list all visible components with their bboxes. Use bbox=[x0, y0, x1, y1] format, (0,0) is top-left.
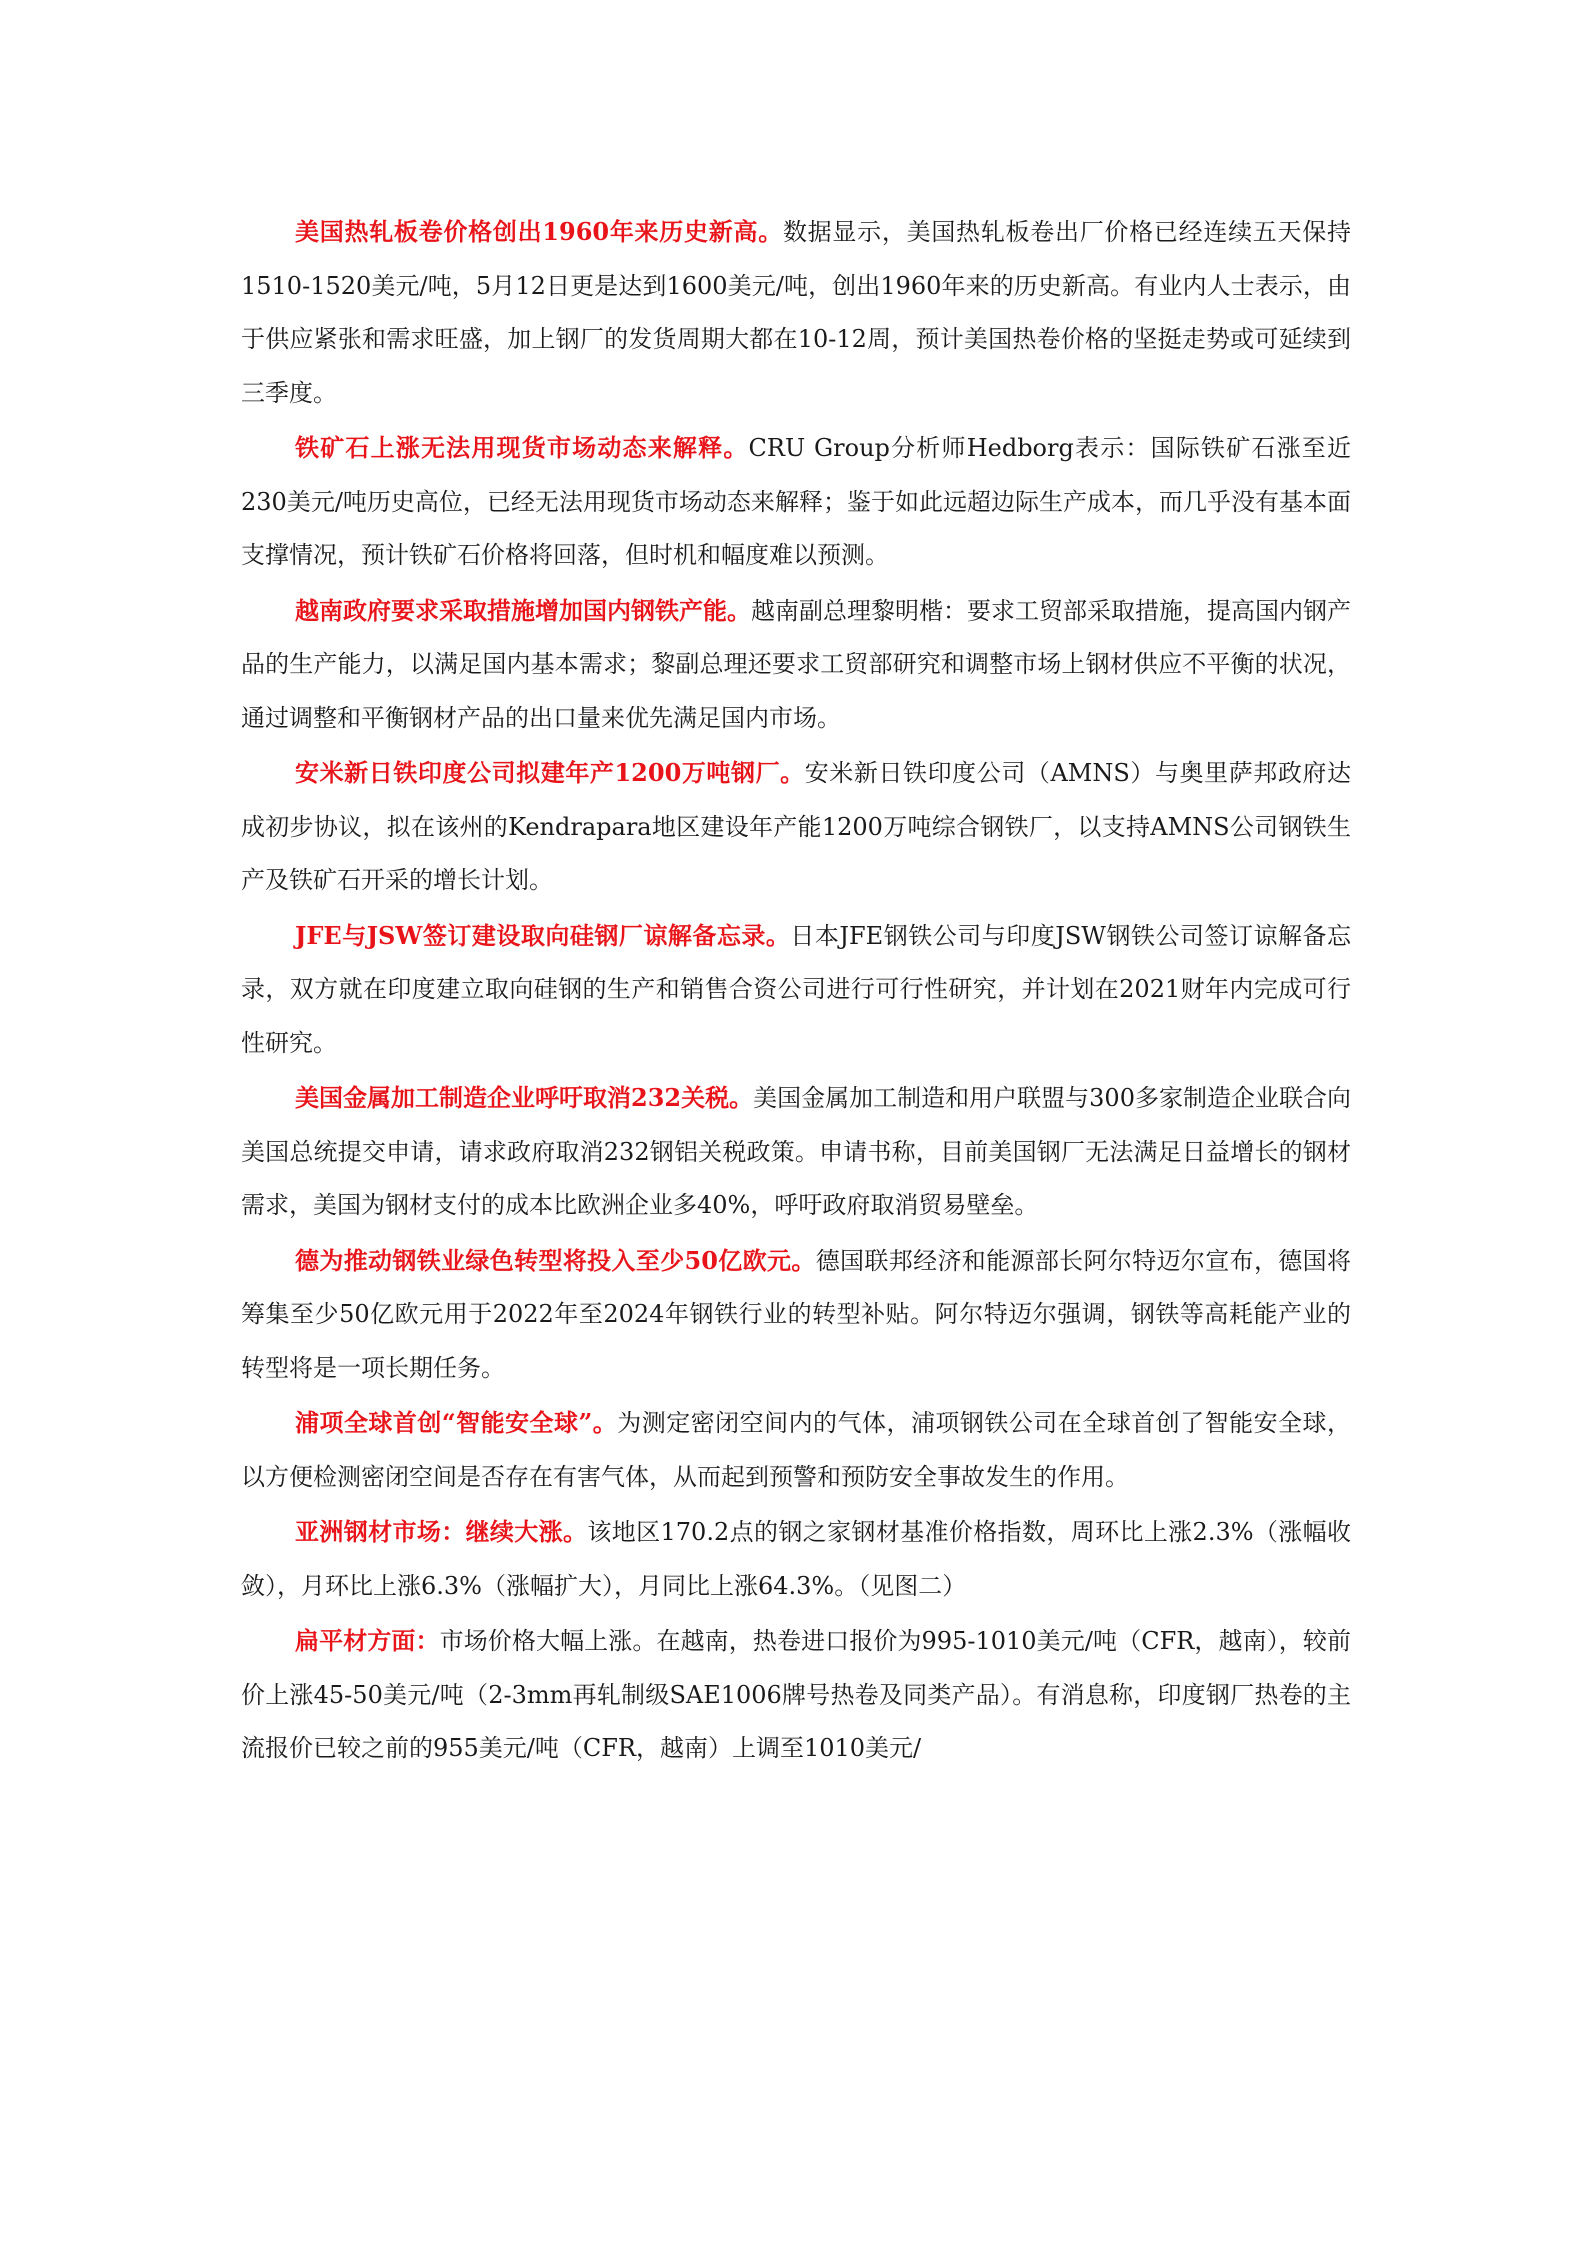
paragraph-headline: 亚洲钢材市场：继续大涨。 bbox=[295, 1517, 588, 1546]
news-paragraph-posco-smart-safety-ball bbox=[241, 1396, 1351, 1504]
paragraph-body: 美国金属加工制造和用户联盟与300多家制造企业联合向美国总统提交申请，请求政府取消232钢铝关税政策。申请书称，目前美国钢厂无法满足日益增长的钢材需求，美国为钢材支付的成本比欧洲企业多40%，呼吁政府取消贸易壁垒。 bbox=[241, 1084, 1351, 1219]
paragraph-headline: 美国热轧板卷价格创出1960年来历史新高。 bbox=[295, 217, 783, 246]
news-paragraph-asia-steel-market bbox=[241, 1505, 1351, 1613]
paragraph-headline: 德为推动钢铁业绿色转型将投入至少50亿欧元。 bbox=[295, 1245, 816, 1275]
paragraph-headline: 美国金属加工制造企业呼吁取消232关税。 bbox=[295, 1083, 754, 1112]
paragraph-headline: JFE与JSW签订建设取向硅钢厂谅解备忘录。 bbox=[295, 920, 791, 950]
paragraph-body: 德国联邦经济和能源部长阿尔特迈尔宣布，德国将筹集至少50亿欧元用于2022年至2024年钢铁行业的转型补贴。阿尔特迈尔强调，钢铁等高耗能产业的转型将是一项长期任务。 bbox=[241, 1246, 1351, 1382]
paragraph-headline: 铁矿石上涨无法用现货市场动态来解释。 bbox=[295, 433, 749, 462]
paragraph-body: 市场价格大幅上涨。在越南，热卷进口报价为995-1010美元/吨（CFR，越南），较前价上涨45-50美元/吨（2-3mm再轧制级SAE1006牌号热卷及同类产品）。有消息称，印度钢厂热卷的主流报价已较之前的955美元/吨（CFR，越南）上调至1010美元/ bbox=[241, 1627, 1351, 1762]
paragraph-body: 安米新日铁印度公司（AMNS）与奥里萨邦政府达成初步协议，拟在该州的Kendrapara地区建设年产能1200万吨综合钢铁厂，以支持AMNS公司钢铁生产及铁矿石开采的增长计划。 bbox=[241, 759, 1351, 894]
news-paragraph-us-hot-rolled-coil bbox=[241, 205, 1351, 420]
news-paragraph-amns-india-plant bbox=[241, 746, 1351, 908]
news-paragraph-germany-green-steel bbox=[241, 1234, 1351, 1396]
paragraph-body: CRU Group分析师Hedborg表示：国际铁矿石涨至近230美元/吨历史高位，已经无法用现货市场动态来解释；鉴于如此远超边际生产成本，而几乎没有基本面支撑情况，预计铁矿石价格将回落，但时机和幅度难以预测。 bbox=[241, 434, 1351, 569]
news-paragraph-jfe-jsw-mou bbox=[241, 909, 1351, 1071]
paragraph-headline: 安米新日铁印度公司拟建年产1200万吨钢厂。 bbox=[295, 758, 805, 787]
news-paragraph-vietnam-steel-capacity bbox=[241, 584, 1351, 746]
document-page bbox=[241, 205, 1351, 1777]
news-paragraph-flat-products bbox=[241, 1614, 1351, 1776]
paragraph-headline: 浦项全球首创“智能安全球”。 bbox=[295, 1408, 618, 1437]
paragraph-headline: 扁平材方面： bbox=[295, 1626, 440, 1655]
paragraph-body: 该地区170.2点的钢之家钢材基准价格指数，周环比上涨2.3%（涨幅收敛），月环比上涨6.3%（涨幅扩大），月同比上涨64.3%。（见图二） bbox=[241, 1518, 1351, 1600]
paragraph-body: 为测定密闭空间内的气体，浦项钢铁公司在全球首创了智能安全球，以方便检测密闭空间是否存在有害气体，从而起到预警和预防安全事故发生的作用。 bbox=[241, 1409, 1351, 1491]
paragraph-body: 数据显示，美国热轧板卷出厂价格已经连续五天保持1510-1520美元/吨，5月12日更是达到1600美元/吨，创出1960年来的历史新高。有业内人士表示，由于供应紧张和需求旺盛，加上钢厂的发货周期大都在10-12周，预计美国热卷价格的坚挺走势或可延续到三季度。 bbox=[241, 218, 1351, 407]
paragraph-body: 日本JFE钢铁公司与印度JSW钢铁公司签订谅解备忘录，双方就在印度建立取向硅钢的生产和销售合资公司进行可行性研究，并计划在2021财年内完成可行性研究。 bbox=[241, 921, 1352, 1057]
news-paragraph-us-232-tariff bbox=[241, 1071, 1351, 1233]
news-paragraph-iron-ore bbox=[241, 421, 1351, 583]
paragraph-body: 越南副总理黎明楷：要求工贸部采取措施，提高国内钢产品的生产能力，以满足国内基本需求；黎副总理还要求工贸部研究和调整市场上钢材供应不平衡的状况，通过调整和平衡钢材产品的出口量来优先满足国内市场。 bbox=[241, 596, 1351, 732]
paragraph-headline: 越南政府要求采取措施增加国内钢铁产能。 bbox=[295, 595, 751, 625]
